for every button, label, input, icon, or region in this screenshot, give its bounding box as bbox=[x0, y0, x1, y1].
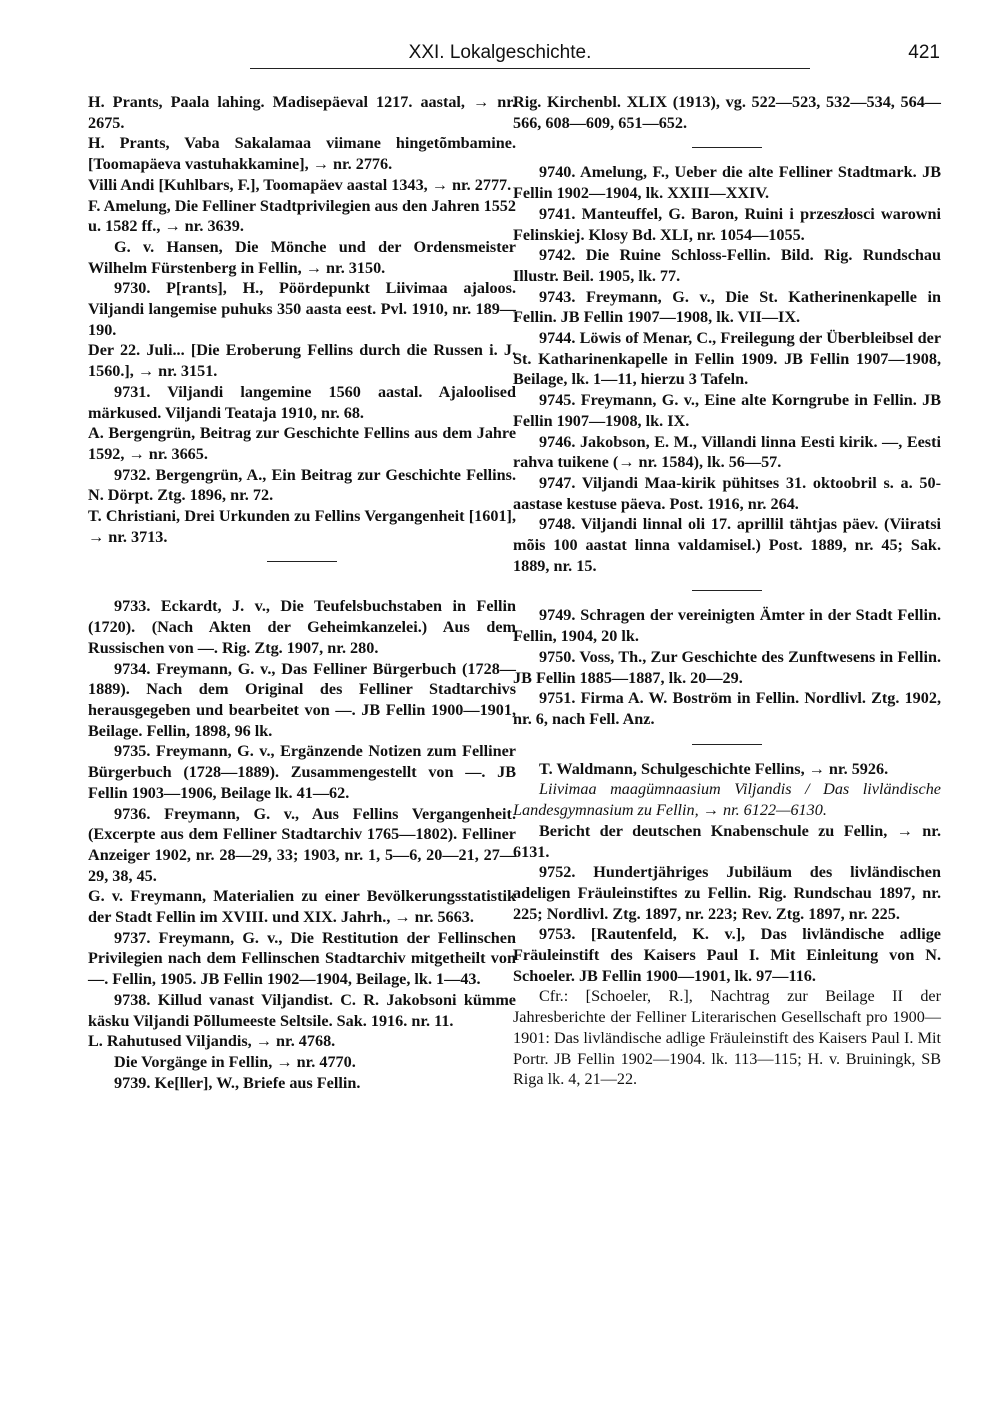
bib-entry: 9738. Killud vanast Viljandist. C. R. Jakobsoni kümme käsku Viljandi Põllumeeste Seltsile. Sak. 1916. nr. 11. bbox=[88, 990, 516, 1030]
section-divider bbox=[267, 561, 337, 562]
bib-entry: 9737. Freymann, G. v., Die Restitution der Fellinschen Privilegien nach dem Fellinschen Stadtarchiv mitgetheilt von —. Fellin, 1905. JB Fellin 1902—1904, Beilage, lk. 1—43. bbox=[88, 928, 516, 989]
bib-entry: G. v. Freymann, Materialien zu einer Bevölkerungsstatistik der Stadt Fellin im XVIII. und XIX. Jahrh., → nr. 5663. bbox=[88, 887, 516, 927]
bib-entry: 9749. Schragen der vereinigten Ämter in der Stadt Fellin. Fellin, 1904, 20 lk. bbox=[513, 606, 941, 646]
bib-entry: 9730. P[rants], H., Pöördepunkt Liivimaa ajaloos. Viljandi langemise puhuks 350 aasta eest. Pvl. 1910, nr. 189—190. bbox=[88, 279, 516, 339]
bib-entry: Rig. Kirchenbl. XLIX (1913), vg. 522—523, 532—534, 564—566, 608—609, 651—652. bbox=[513, 93, 941, 132]
bib-entry: 9744. Löwis of Menar, C., Freilegung der Überbleibsel der St. Katharinenkapelle in Fellin 1909. JB Fellin 1907—1908, Beilage, lk. 1—11, hierzu 3 Tafeln. bbox=[513, 329, 941, 389]
bib-entry: 9753. [Rautenfeld, K. v.], Das livländische adlige Fräuleinstift des Kaisers Paul I. Mit Einleitung von N. Schoeler. JB Fellin 1900—1901, lk. 97—116. bbox=[513, 925, 941, 985]
page-title: XXI. Lokalgeschichte. bbox=[408, 42, 592, 63]
bib-entry: 9741. Manteuffel, G. Baron, Ruini i przeszłosci warowni Felinskiej. Klosy Bd. XLI, nr. 1054—1055. bbox=[513, 204, 941, 244]
bib-entry: L. Rahutused Viljandis, → nr. 4768. bbox=[88, 1032, 336, 1051]
bib-entry: F. Amelung, Die Felliner Stadtprivilegien aus den Jahren 1552 u. 1582 ff., → nr. 3639. bbox=[88, 196, 516, 236]
spacer bbox=[88, 576, 516, 596]
bib-entry: 9742. Die Ruine Schloss-Fellin. Bild. Rig. Rundschau Illustr. Beil. 1905, lk. 77. bbox=[513, 246, 941, 285]
bib-entry: Der 22. Juli... [Die Eroberung Fellins durch die Russen i. J. 1560.], → nr. 3151. bbox=[88, 341, 516, 381]
bib-entry: 9735. Freymann, G. v., Ergänzende Notizen zum Felliner Bürgerbuch (1728—1889). Zusammengestellt von —. JB Fellin 1903—1906, Beilage lk. 41—62. bbox=[88, 742, 516, 802]
bib-entry: G. v. Hansen, Die Mönche und der Ordensmeister Wilhelm Fürstenberg in Fellin, → nr. 3150. bbox=[88, 237, 516, 277]
bib-entry: 9734. Freymann, G. v., Das Felliner Bürgerbuch (1728—1889). Nach dem Original des Felliner Stadtarchivs herausgegeben und bearbeitet von —. JB Fellin 1900—1901, Beilage. Fellin, 1898, 96 lk. bbox=[88, 659, 516, 740]
bib-entry: 9747. Viljandi Maa-kirik pühitses 31. oktoobril s. a. 50-aastase kestuse päeva. Post. 1916, nr. 264. bbox=[513, 473, 941, 513]
bib-entry: 9743. Freymann, G. v., Die St. Katherinenkapelle in Fellin. JB Fellin 1907—1908, lk. VII—IX. bbox=[513, 287, 941, 327]
bib-entry: 9751. Firma A. W. Boström in Fellin. Nordlivl. Ztg. 1902, nr. 6, nach Fell. Anz. bbox=[513, 689, 941, 728]
bib-entry: 9752. Hundertjähriges Jubiläum des livländischen adeligen Fräuleinstiftes zu Fellin. Rig. Rundschau 1897, nr. 225; Nordlivl. Ztg. 1897, nr. 223; Rev. Ztg. 1897, nr. 225. bbox=[513, 863, 941, 923]
bib-entry: 9733. Eckardt, J. v., Die Teufelsbuchstaben in Fellin (1720). (Nach Akten der Geheimkanzelei.) Aus dem Russischen von —. Rig. Ztg. 1907, nr. 280. bbox=[88, 597, 516, 657]
page-number: 421 bbox=[908, 42, 940, 63]
bib-entry: 9736. Freymann, G. v., Aus Fellins Vergangenheit. (Excerpte aus dem Felliner Stadtarchiv 1765—1802). Felliner Anzeiger 1902, nr. 28—29, 33; 1903, nr. 1, 5—6, 20—21, 27—29, 38, 45. bbox=[88, 804, 516, 885]
bib-entry: A. Bergengrün, Beitrag zur Geschichte Fellins aus dem Jahre 1592, → nr. 3665. bbox=[88, 424, 516, 463]
bib-entry: 9739. Ke[ller], W., Briefe aus Fellin. bbox=[114, 1073, 361, 1092]
bib-entry: 9750. Voss, Th., Zur Geschichte des Zunftwesens in Fellin. JB Fellin 1885—1887, lk. 20—29. bbox=[513, 647, 941, 687]
bib-entry: T. Waldmann, Schulgeschichte Fellins, → nr. 5926. bbox=[539, 759, 889, 778]
bib-entry: 9740. Amelung, F., Ueber die alte Felliner Stadtmark. JB Fellin 1902—1904, lk. XXIII—XXIV. bbox=[513, 163, 941, 203]
page-header bbox=[60, 38, 940, 70]
bib-entry: Villi Andi [Kuhlbars, F.], Toomapäev aastal 1343, → nr. 2777. bbox=[88, 175, 512, 194]
bib-entry: 9731. Viljandi langemine 1560 aastal. Ajaloolised märkused. Viljandi Teataja 1910, nr. 68. bbox=[88, 382, 516, 422]
bib-entry: 9746. Jakobson, E. M., Villandi linna Eesti kirik. —, Eesti rahva tuikene (→ nr. 1584), lk. 56—57. bbox=[513, 432, 941, 472]
bib-entry: Bericht der deutschen Knabenschule zu Fellin, → nr. 6131. bbox=[513, 821, 941, 861]
left-column bbox=[88, 92, 516, 1093]
section-divider bbox=[692, 590, 762, 591]
bib-entry: T. Christiani, Drei Urkunden zu Fellins Vergangenheit [1601], → nr. 3713. bbox=[88, 507, 516, 546]
header-rule bbox=[250, 68, 810, 69]
section-divider bbox=[692, 744, 762, 745]
bib-entry: H. Prants, Paala lahing. Madisepäeval 1217. aastal, → nr. 2675. bbox=[88, 93, 516, 132]
bib-entry: Die Vorgänge in Fellin, → nr. 4770. bbox=[114, 1052, 356, 1071]
bib-entry-note: Cfr.: [Schoeler, R.], Nachtrag zur Beilage II der Jahresberichte der Felliner Literarischen Gesellschaft pro 1900—1901: Das livländische adlige Fräuleinstift des Kaisers Paul I. Mit Portr. JB Fellin 1902—1904. lk. 113—115; H. v. Bruiningk, SB Riga lk. 4, 21—22. bbox=[513, 987, 941, 1089]
bib-entry: 9745. Freymann, G. v., Eine alte Korngrube in Fellin. JB Fellin 1907—1908, lk. IX. bbox=[513, 391, 941, 430]
right-column bbox=[513, 92, 941, 1090]
bib-entry: 9732. Bergengrün, A., Ein Beitrag zur Geschichte Fellins. N. Dörpt. Ztg. 1896, nr. 72. bbox=[88, 465, 516, 505]
bib-entry: H. Prants, Vaba Sakalamaa viimane hingetõmbamine. [Toomapäeva vastuhakkamine], → nr. 2776. bbox=[88, 134, 516, 174]
bib-entry: 9748. Viljandi linnal oli 17. aprillil tähtjas päev. (Viiratsi mõis 100 aastat linna valdamisel.) Post. 1889, nr. 45; Sak. 1889, nr. 15. bbox=[513, 515, 941, 575]
section-divider bbox=[692, 147, 762, 148]
bib-entry-italic: Liivimaa maagümnaasium Viljandis / Das livländische Landesgymnasium zu Fellin, → nr. 6122—6130. bbox=[513, 780, 941, 820]
